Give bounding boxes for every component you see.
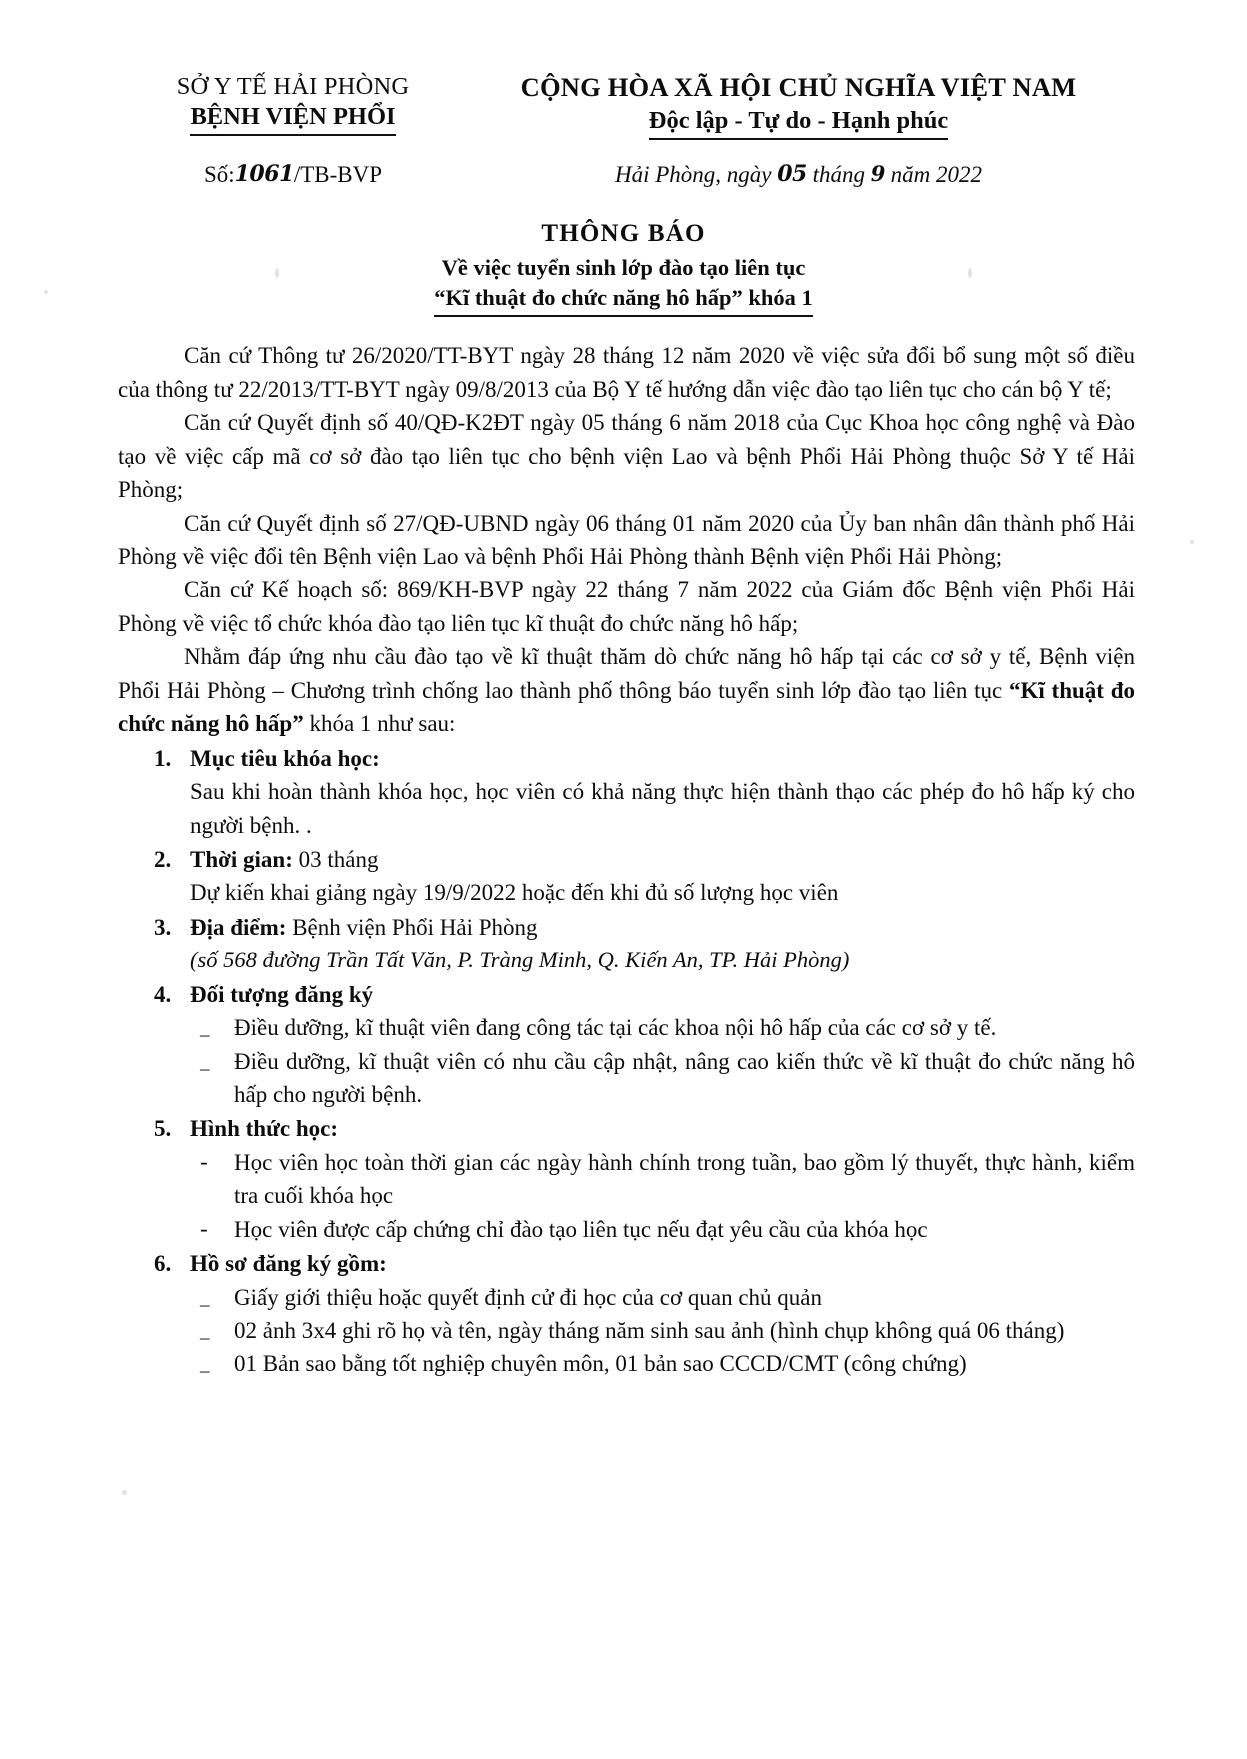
venue-address: (số 568 đường Trần Tất Văn, P. Tràng Minh, Q. Kiến An, TP. Hải Phòng)	[190, 947, 850, 973]
date-year: 2022	[936, 162, 983, 188]
section-number: 2.	[154, 846, 172, 872]
preamble-paragraph: Căn cứ Kế hoạch số: 869/KH-BVP ngày 22 tháng 7 năm 2022 của Giám đốc Bệnh viện Phổi Hải Phòng về việc tổ chức khóa đào tạo liên tục kĩ thuật đo chức năng hô hấp;	[118, 577, 1135, 636]
dash-bullet-icon: -	[200, 1148, 208, 1174]
section-heading: Đối tượng đăng ký	[190, 981, 374, 1007]
intro-text-after: khóa 1 như sau:	[303, 711, 456, 737]
list-item-text: Điều dưỡng, kĩ thuật viên đang công tác tại các khoa nội hô hấp của các cơ sở y tế.	[234, 1015, 997, 1041]
document-number-value: 1061	[234, 161, 294, 188]
letterhead	[0, 0, 1247, 140]
scan-speckle	[1190, 540, 1194, 544]
national-heading-block	[468, 72, 1129, 140]
section-heading	[190, 911, 1135, 944]
title-subject-line-2: “Kĩ thuật đo chức năng hô hấp” khóa 1	[434, 283, 813, 318]
country-name: CỘNG HÒA XÃ HỘI CHỦ NGHĨA VIỆT NAM	[520, 72, 1077, 102]
dash-bullet-icon: _	[200, 1354, 210, 1376]
bullet-list	[190, 1281, 1135, 1381]
dash-bullet-icon: _	[200, 1287, 210, 1309]
section-ho-so-dang-ky	[118, 1247, 1135, 1381]
list-item-text: 01 Bản sao bằng tốt nghiệp chuyên môn, 01 bản sao CCCD/CMT (công chứng)	[234, 1351, 967, 1377]
list-item-text: Học viên được cấp chứng chỉ đào tạo liên tục nếu đạt yêu cầu của khóa học	[234, 1216, 928, 1242]
dash-bullet-icon: _	[200, 1018, 210, 1040]
list-item	[190, 1011, 1135, 1044]
section-heading: Hồ sơ đăng ký gồm:	[190, 1251, 387, 1277]
list-item	[190, 1213, 1135, 1246]
section-heading-label: Địa điểm:	[190, 914, 287, 940]
section-heading-value: Bệnh viện Phổi Hải Phòng	[286, 914, 538, 940]
list-item-text: Học viên học toàn thời gian các ngày hành chính trong tuần, bao gồm lý thuyết, thực hành, kiểm tra cuối khóa học	[234, 1149, 1135, 1209]
section-heading-label: Thời gian:	[190, 846, 293, 872]
scan-speckle	[44, 290, 48, 294]
dash-bullet-icon: _	[200, 1320, 210, 1342]
list-item-text: 02 ảnh 3x4 ghi rõ họ và tên, ngày tháng năm sinh sau ảnh (hình chụp không quá 06 tháng)	[234, 1317, 1065, 1343]
list-item	[190, 1281, 1135, 1314]
list-item-text: Điều dưỡng, kĩ thuật viên có nhu cầu cập nhật, nâng cao kiến thức về kĩ thuật đo chức năng hô hấp cho người bệnh.	[234, 1048, 1135, 1107]
bullet-list	[190, 1011, 1135, 1111]
section-number: 6.	[154, 1251, 172, 1277]
section-muc-tieu-khoa-hoc	[118, 742, 1135, 842]
hospital-name: BỆNH VIỆN PHỔI	[190, 102, 395, 136]
dash-bullet-icon: _	[200, 1051, 210, 1073]
title-block	[0, 218, 1247, 317]
section-heading: Mục tiêu khóa học:	[190, 745, 380, 771]
section-number: 4.	[154, 981, 172, 1007]
document-number-suffix: /TB-BVP	[293, 162, 383, 188]
section-number: 5.	[154, 1116, 172, 1142]
intro-text-before: Nhằm đáp ứng nhu cầu đào tạo về kĩ thuật thăm dò chức năng hô hấp tại các cơ sở y tế, Bệnh viện Phổi Hải Phòng – Chương trình chống lao thành phố thông báo tuyển sinh lớp đào tạo liên tục	[118, 644, 1135, 703]
preamble-paragraph: Căn cứ Quyết định số 27/QĐ-UBND ngày 06 tháng 01 năm 2020 của Ủy ban nhân dân thành phố Hải Phòng về việc đổi tên Bệnh viện Lao và bệnh Phổi Hải Phòng thành Bệnh viện Phổi Hải Phòng;	[118, 510, 1135, 570]
section-text: Dự kiến khai giảng ngày 19/9/2022 hoặc đến khi đủ số lượng học viên	[190, 880, 839, 906]
preamble-paragraph: Căn cứ Thông tư 26/2020/TT-BYT ngày 28 tháng 12 năm 2020 về việc sửa đổi bổ sung một số điều của thông tư 22/2013/TT-BYT ngày 09/8/2013 của Bộ Y tế hướng dẫn việc đào tạo liên tục cho cán bộ Y tế;	[118, 343, 1135, 402]
department-name: SỞ Y TẾ HẢI PHÒNG	[176, 73, 410, 100]
date-day: 05	[777, 161, 807, 188]
date-year-label: năm	[890, 162, 931, 188]
section-number: 3.	[154, 914, 172, 940]
list-item-text: Giấy giới thiệu hoặc quyết định cử đi học của cơ quan chủ quản	[234, 1284, 822, 1310]
section-heading	[190, 843, 1135, 876]
scan-speckle	[275, 268, 279, 278]
reference-and-date-row	[0, 140, 1247, 188]
bullet-list	[190, 1146, 1135, 1246]
list-item	[190, 1314, 1135, 1347]
document-number-prefix: Số:	[203, 162, 235, 188]
section-dia-diem	[118, 911, 1135, 977]
dash-bullet-icon: -	[200, 1215, 208, 1241]
section-text: Sau khi hoàn thành khóa học, học viên có khả năng thực hiện thành thạo các phép đo hô hấp ký cho người bệnh. .	[190, 779, 1135, 838]
intro-paragraph	[118, 640, 1135, 740]
list-item	[190, 1146, 1135, 1213]
section-heading-value: 03 tháng	[292, 846, 379, 872]
document-type-title: THÔNG BÁO	[541, 220, 706, 248]
scan-speckle	[968, 268, 972, 278]
national-motto: Độc lập - Tự do - Hạnh phúc	[649, 106, 948, 141]
section-number: 1.	[154, 745, 172, 771]
document-number	[118, 162, 468, 188]
issuing-authority-block	[118, 72, 468, 136]
title-subject-line-1: Về việc tuyển sinh lớp đào tạo liên tục	[441, 254, 806, 280]
date-place: Hải Phòng, ngày	[614, 162, 772, 188]
section-heading: Hình thức học:	[190, 1116, 338, 1142]
section-thoi-gian	[118, 843, 1135, 910]
section-doi-tuong-dang-ky	[118, 978, 1135, 1112]
intro-course-name: “Kĩ thuật đo chức năng hô hấp”	[118, 677, 1136, 737]
sections-list	[118, 742, 1135, 1381]
date-month: 9	[870, 161, 885, 187]
scan-speckle	[122, 1490, 127, 1495]
list-item	[190, 1347, 1135, 1380]
place-and-date	[468, 162, 1129, 188]
date-month-label: tháng	[812, 162, 866, 188]
preamble-paragraph: Căn cứ Quyết định số 40/QĐ-K2ĐT ngày 05 tháng 6 năm 2018 của Cục Khoa học công nghệ và Đào tạo về việc cấp mã cơ sở đào tạo liên tục cho bệnh viện Lao và bệnh Phổi Hải Phòng thuộc Sở Y tế Hải Phòng;	[118, 410, 1135, 503]
list-item	[190, 1045, 1135, 1112]
section-hinh-thuc-hoc	[118, 1112, 1135, 1246]
document-body	[0, 339, 1247, 1381]
